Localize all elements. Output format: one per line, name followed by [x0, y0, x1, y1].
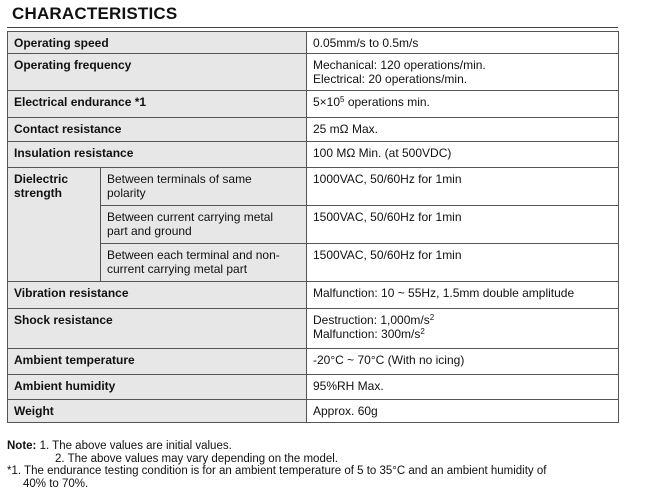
row-value: 1500VAC, 50/60Hz for 1min: [307, 244, 619, 282]
table-row: [8, 349, 619, 375]
row-label: Weight: [8, 400, 307, 423]
sub-line: polarity: [107, 186, 146, 200]
value-line: Mechanical: 120 operations/min.: [313, 58, 486, 72]
sub-label: [101, 244, 307, 282]
table-row: [8, 168, 619, 206]
value-exponent: 2: [429, 313, 435, 322]
row-label: Ambient temperature: [8, 349, 307, 375]
row-value: 95%RH Max.: [307, 375, 619, 400]
value-base: Destruction: 1,000m/s: [313, 313, 430, 327]
sub-line: part and ground: [107, 224, 192, 238]
label-line: Dielectric: [14, 172, 69, 186]
table-row: [8, 54, 619, 91]
value-exponent: 2: [420, 327, 425, 336]
value-base: Malfunction: 300m/s: [313, 327, 421, 341]
value-line: [313, 313, 612, 327]
value-rest: operations min.: [344, 95, 430, 109]
sub-label: [101, 206, 307, 244]
row-value: 0.05mm/s to 0.5m/s: [307, 32, 619, 54]
note-prefix: Note:: [7, 440, 37, 452]
table-row: [8, 375, 619, 400]
row-label: Shock resistance: [8, 309, 307, 349]
table-row: [8, 282, 619, 309]
sub-line: current carrying metal part: [107, 262, 248, 276]
row-label: Operating speed: [8, 32, 307, 54]
table-row: [8, 400, 619, 423]
row-value: 1500VAC, 50/60Hz for 1min: [307, 206, 619, 244]
page-title: CHARACTERISTICS: [12, 4, 178, 23]
row-label: Contact resistance: [8, 118, 307, 142]
row-value: [307, 91, 619, 118]
footnote-line: 40% to 70%.: [23, 477, 89, 490]
table-row: [8, 32, 619, 54]
table-row: [8, 118, 619, 142]
row-value: [307, 54, 619, 91]
table-row: [8, 309, 619, 349]
title-divider: [7, 27, 618, 28]
table-row: [8, 142, 619, 168]
value-exponent: 5: [340, 95, 345, 104]
table-row: [8, 91, 619, 118]
sub-line: Between each terminal and non-: [107, 248, 280, 262]
sub-line: Between terminals of same: [107, 172, 252, 186]
row-value: 100 MΩ Min. (at 500VDC): [307, 142, 619, 168]
row-label: Ambient humidity: [8, 375, 307, 400]
note-line: 2. The above values may vary depending on the model.: [55, 452, 338, 465]
note-line: [7, 440, 627, 453]
row-label: Operating frequency: [8, 54, 307, 91]
row-value: Approx. 60g: [307, 400, 619, 423]
value-base: 5×10: [313, 95, 341, 109]
row-label: Insulation resistance: [8, 142, 307, 168]
row-label: Electrical endurance *1: [8, 91, 307, 118]
footnote-line: *1. The endurance testing condition is for an ambient temperature of 5 to 35°C and an ambient humidity of: [7, 465, 547, 477]
row-value: 1000VAC, 50/60Hz for 1min: [307, 168, 619, 206]
sub-label: [101, 168, 307, 206]
sub-line: Between current carrying metal: [107, 210, 274, 224]
label-line: strength: [14, 186, 62, 200]
row-value: [307, 309, 619, 349]
row-label: Vibration resistance: [8, 282, 307, 309]
row-value: 25 mΩ Max.: [307, 118, 619, 142]
row-value: -20°C ~ 70°C (With no icing): [307, 349, 619, 375]
value-line: [313, 327, 612, 341]
characteristics-table: [7, 31, 619, 423]
notes-section: [7, 440, 627, 490]
row-value: Malfunction: 10 ~ 55Hz, 1.5mm double amplitude: [307, 282, 619, 309]
dielectric-label: [8, 168, 101, 282]
note-text: 1. The above values are initial values.: [36, 440, 232, 452]
value-line: Electrical: 20 operations/min.: [313, 72, 468, 86]
